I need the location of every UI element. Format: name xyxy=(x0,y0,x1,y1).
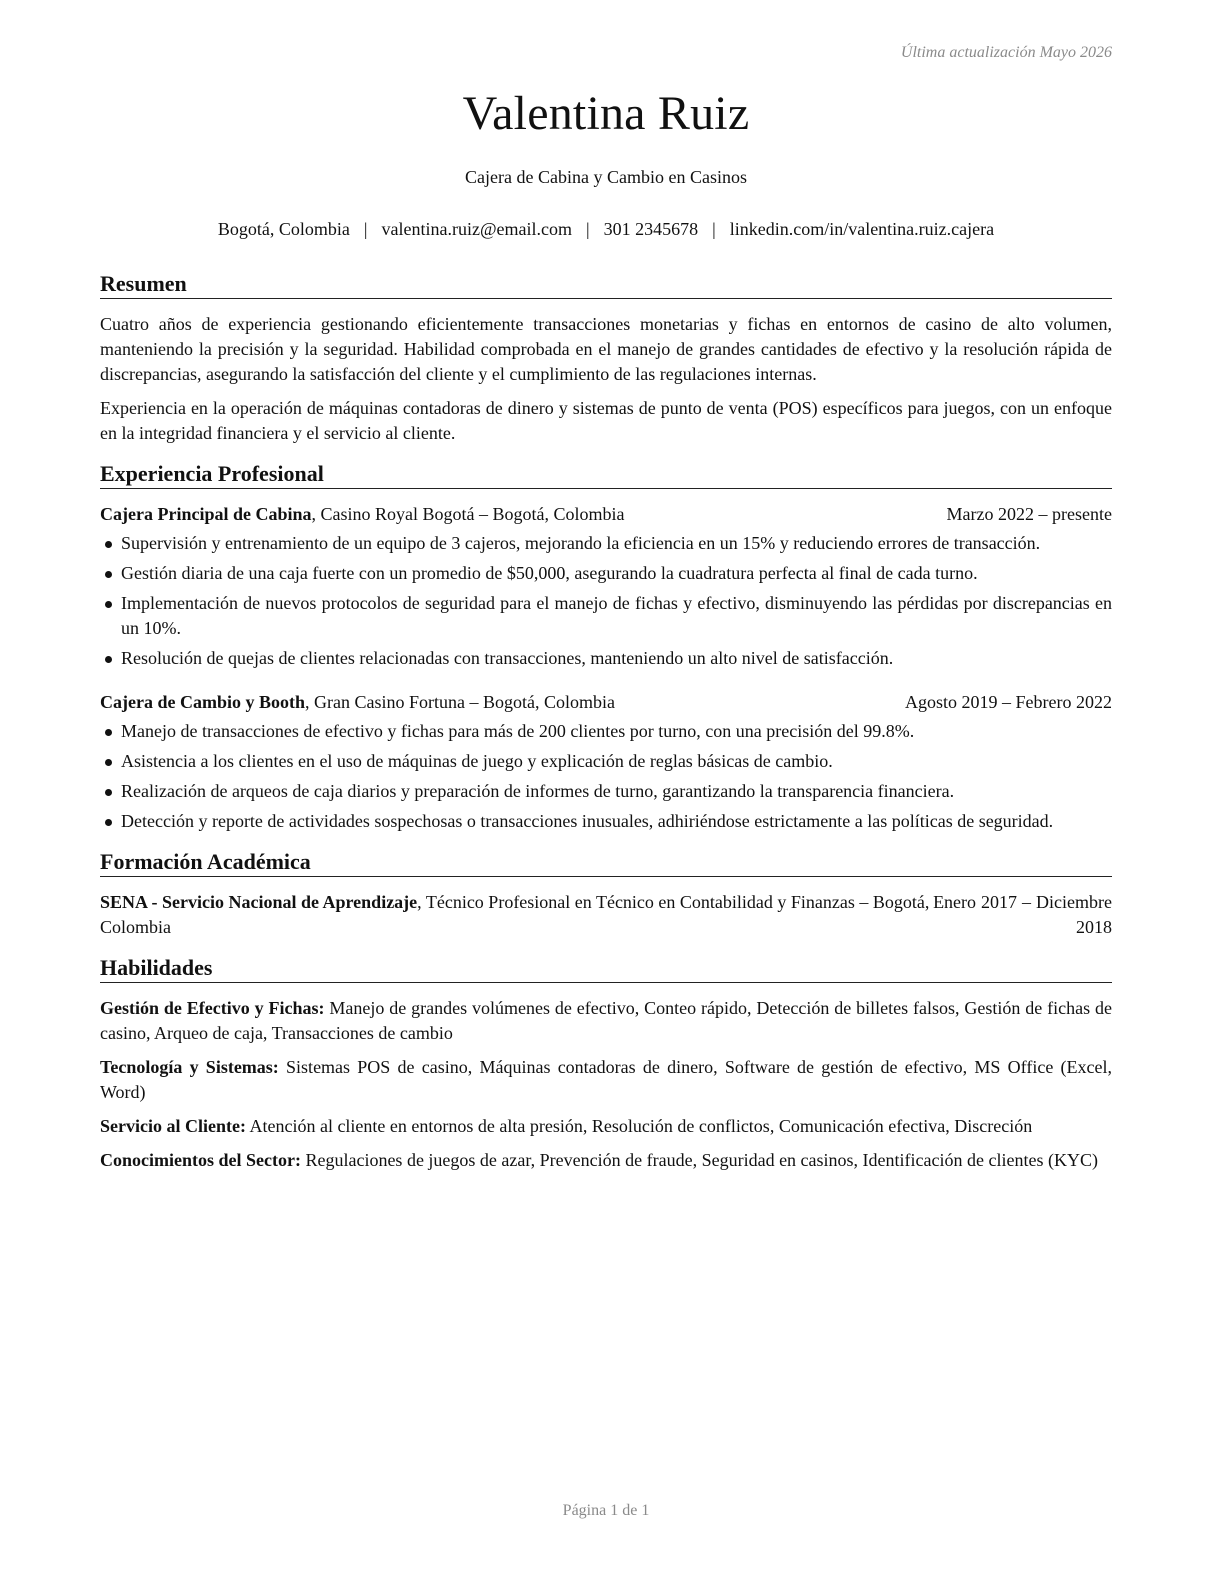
skill-group xyxy=(100,996,1112,1046)
skill-text: Sistemas POS de casino, Máquinas contadoras de dinero, Software de gestión de efectivo, MS Office (Excel, Word) xyxy=(100,1057,1113,1102)
summary-paragraph: Experiencia en la operación de máquinas contadoras de dinero y sistemas de punto de venta (POS) específicos para juegos, con un enfoque en la integridad financiera y el servicio al cliente. xyxy=(100,398,1112,443)
job-bullets xyxy=(100,719,1112,834)
contact-linkedin[interactable]: linkedin.com/in/valentina.ruiz.cajera xyxy=(729,219,995,239)
resume-page xyxy=(100,0,1112,1584)
page-number: Página 1 de 1 xyxy=(562,1502,650,1519)
skill-label: Conocimientos del Sector: xyxy=(100,1150,301,1170)
contact-separator: | xyxy=(363,219,368,239)
job-bullet: Detección y reporte de actividades sospechosas o transacciones inusuales, adhiriéndose estrictamente a las políticas de seguridad. xyxy=(100,809,1112,834)
job-entry xyxy=(100,502,1112,671)
job-bullet: Implementación de nuevos protocolos de seguridad para el manejo de fichas y efectivo, disminuyendo las pérdidas por discrepancias en un 10%. xyxy=(100,591,1112,641)
skill-text: Manejo de grandes volúmenes de efectivo, Conteo rápido, Detección de billetes falsos, Gestión de fichas de casino, Arqueo de caja, Transacciones de cambio xyxy=(100,998,1112,1043)
candidate-name: Valentina Ruiz xyxy=(462,87,750,140)
job-bullet: Asistencia a los clientes en el uso de máquinas de juego y explicación de reglas básicas de cambio. xyxy=(100,749,1112,774)
candidate-role: Cajera de Cabina y Cambio en Casinos xyxy=(465,167,747,187)
education-dates: Enero 2017 – Diciembre 2018 xyxy=(933,892,1112,937)
job-bullet: Resolución de quejas de clientes relacionadas con transacciones, manteniendo un alto nivel de satisfacción. xyxy=(100,646,1112,671)
section-heading-experience: Experiencia Profesional xyxy=(100,460,1112,489)
skill-text: Regulaciones de juegos de azar, Prevención de fraude, Seguridad en casinos, Identificación de clientes (KYC) xyxy=(300,1150,1098,1170)
job-position: Cajera Principal de Cabina xyxy=(100,504,312,524)
summary-paragraph: Cuatro años de experiencia gestionando eficientemente transacciones monetarias y fichas en entornos de casino de alto volumen, manteniendo la precisión y la seguridad. Habilidad comprobada en el manejo de grandes cantidades de efectivo y la resolución rápida de discrepancias, asegurando la satisfacción del cliente y el cumplimiento de las regulaciones internas. xyxy=(100,314,1112,384)
job-company: , Gran Casino Fortuna – Bogotá, Colombia xyxy=(305,692,615,712)
job-dates: Agosto 2019 – Febrero 2022 xyxy=(905,692,1112,712)
contact-line xyxy=(100,219,1112,240)
education-section xyxy=(100,848,1112,940)
job-entry xyxy=(100,690,1112,834)
skill-label: Servicio al Cliente: xyxy=(100,1116,246,1136)
contact-separator: | xyxy=(712,219,716,239)
experience-section xyxy=(100,460,1112,834)
skill-group xyxy=(100,1114,1112,1139)
education-entry xyxy=(100,890,1112,940)
job-bullet: Gestión diaria de una caja fuerte con un promedio de $50,000, asegurando la cuadratura perfecta al final de cada turno. xyxy=(100,561,1112,586)
skill-label: Tecnología y Sistemas: xyxy=(100,1057,279,1077)
contact-email[interactable]: valentina.ruiz@email.com xyxy=(381,219,572,239)
skill-group xyxy=(100,1055,1112,1105)
education-institution: SENA - Servicio Nacional de Aprendizaje xyxy=(100,892,418,912)
job-bullets xyxy=(100,531,1112,671)
job-position: Cajera de Cambio y Booth xyxy=(100,692,305,712)
skill-group xyxy=(100,1148,1112,1173)
education-detail: , Técnico Profesional en Técnico en Contabilidad y Finanzas – Bogotá, Colombia xyxy=(100,892,930,937)
resume-content xyxy=(100,270,1112,1187)
skill-label: Gestión de Efectivo y Fichas: xyxy=(100,998,325,1018)
last-updated: Última actualización Mayo 2026 xyxy=(900,44,1112,61)
job-company: , Casino Royal Bogotá – Bogotá, Colombia xyxy=(311,504,625,524)
job-bullet: Realización de arqueos de caja diarios y preparación de informes de turno, garantizando la transparencia financiera. xyxy=(100,779,1112,804)
section-heading-summary: Resumen xyxy=(100,270,1112,299)
section-heading-education: Formación Académica xyxy=(100,848,1112,877)
summary-section xyxy=(100,270,1112,446)
job-header xyxy=(100,502,1112,527)
contact-separator: | xyxy=(586,219,590,239)
skill-text: Atención al cliente en entornos de alta presión, Resolución de conflictos, Comunicación efectiva, Discreción xyxy=(245,1116,1033,1136)
job-dates: Marzo 2022 – presente xyxy=(946,504,1112,524)
section-heading-skills: Habilidades xyxy=(100,954,1112,983)
job-bullet: Supervisión y entrenamiento de un equipo de 3 cajeros, mejorando la eficiencia en un 15% y reduciendo errores de transacción. xyxy=(100,531,1112,556)
contact-phone: 301 2345678 xyxy=(603,219,699,239)
skills-section xyxy=(100,954,1112,1173)
job-bullet: Manejo de transacciones de efectivo y fichas para más de 200 clientes por turno, con una precisión del 99.8%. xyxy=(100,719,1112,744)
job-header xyxy=(100,690,1112,715)
contact-location: Bogotá, Colombia xyxy=(217,219,350,239)
